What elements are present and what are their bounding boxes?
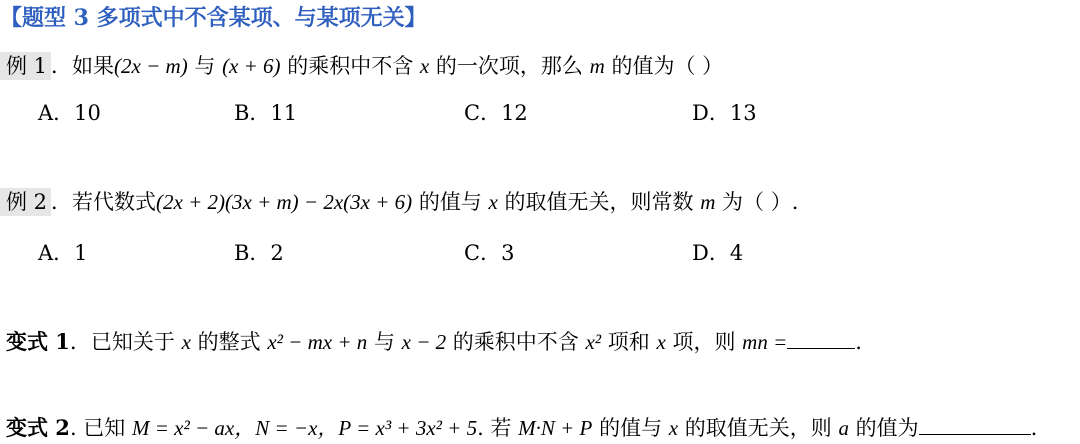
example-1-option-c: C．12 (464, 101, 528, 125)
example-2-question: 例 2 ．若代数式(2x + 2)(3x + m) − 2x(3x + 6) 的值与 x 的取值无关，则常数 m 为（ ）. (0, 188, 798, 216)
example-1-option-a: A．10 (38, 101, 101, 125)
example-2-option-c: C．3 (464, 241, 515, 265)
definitions-expression: M = x² − ax，N = −x，P = x³ + 3x² + 5 (131, 416, 478, 440)
expression-2: (x + 6) (222, 54, 281, 78)
expression-3: (2x + 2)(3x + m) − 2x(3x + 6) (156, 190, 413, 214)
answer-blank-1[interactable] (787, 326, 855, 349)
expression-5: x − 2 (401, 330, 447, 354)
expression-4: x² − mx + n (267, 330, 368, 354)
variant-2-question: 变式 2. 已知 M = x² − ax，N = −x，P = x³ + 3x² + 5. 若 M·N + P 的值与 x 的取值无关，则 a 的值为 . (6, 412, 1037, 442)
variant-1-tag: 变式 1 (6, 329, 70, 354)
expression-1: (2x − m) (114, 54, 188, 78)
example-2-option-a: A．1 (38, 241, 88, 265)
section-title: 【题型 3 多项式中不含某项、与某项无关】 (0, 5, 427, 31)
example-2-option-d: D．4 (692, 241, 744, 265)
variant-2-tag: 变式 2 (6, 415, 70, 440)
example-2-option-b: B．2 (234, 241, 284, 265)
example-1-question: 例 1 ．如果(2x − m) 与 (x + 6) 的乘积中不含 x 的一次项，那么 m 的值为（ ） (0, 52, 723, 80)
answer-blank-2[interactable] (919, 412, 1031, 435)
example-1-option-d: D．13 (692, 101, 757, 125)
example-1-option-b: B．11 (234, 101, 298, 125)
answer-expression: mn = (742, 330, 788, 354)
example-1-tag: 例 1 (0, 52, 51, 80)
expression-6: M·N + P (518, 416, 593, 440)
variant-1-question: 变式 1．已知关于 x 的整式 x² − mx + n 与 x − 2 的乘积中不含 x² 项和 x 项，则 mn = . (6, 326, 862, 356)
example-2-tag: 例 2 (0, 188, 51, 216)
